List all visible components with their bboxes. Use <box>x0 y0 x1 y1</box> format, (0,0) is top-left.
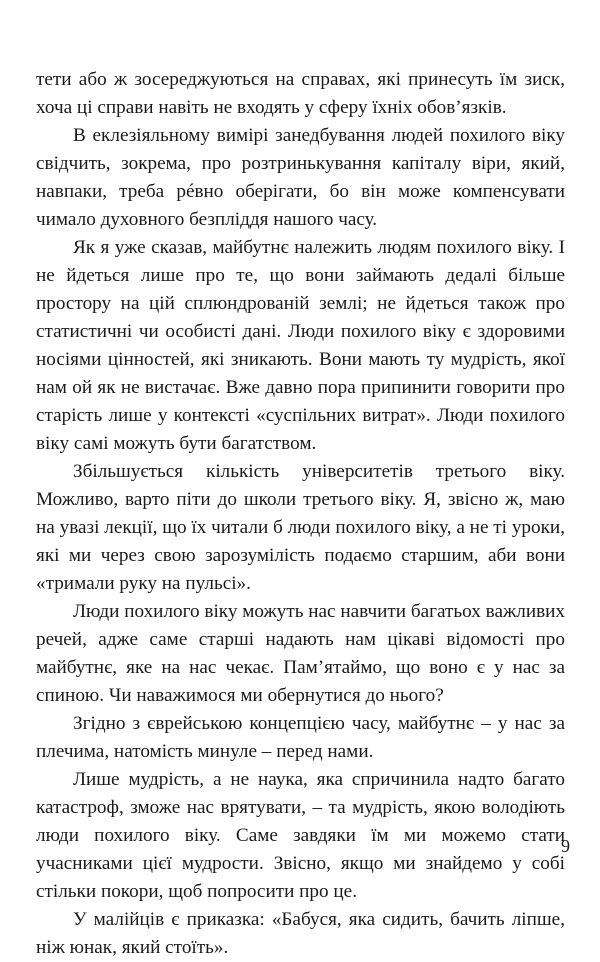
body-text <box>36 66 565 962</box>
paragraph-continued: тети або ж зосереджуються на справах, які принесуть їм зиск, хоча ці справи навіть не входять у сферу їхніх обов’язків. <box>36 69 565 118</box>
paragraph-jewish-time: Згідно з єврейською концепцією часу, майбутнє – у нас за плечима, натомість минуле – перед нами. <box>36 713 565 762</box>
paragraph-future-belongs: Як я уже сказав, майбутнє належить людям похилого віку. І не йдеться лише про те, що вони займають дедалі більше простору на цій сплюндрованій землі; не йдеться також про статистичні чи особисті дані. Люди похилого віку є здоровими носіями цінностей, які зникають. Вони мають ту мудрість, якої нам ой як не вистачає. Вже давно пора припинити говорити про старість лише у контексті «суспільних витрат». Люди похилого віку самі можуть бути багатством. <box>36 237 565 454</box>
paragraph-wisdom: Лише мудрість, а не наука, яка спричинила надто багато катастроф, зможе нас врятувати, – та мудрість, якою володіють люди похилого віку. Саме завдяки їм ми можемо стати учасниками цієї мудрости. Звісно, якщо ми знайдемо у собі стільки покори, щоб попросити про це. <box>36 769 565 902</box>
paragraph-teach-us: Люди похилого віку можуть нас навчити багатьох важливих речей, адже саме старші надають нам цікаві відомості про майбутнє, яке на нас чекає. Пам’ятаймо, що воно є у нас за спиною. Чи наважимося ми обернутися до нього? <box>36 601 566 706</box>
paragraph-ecclesial: В еклезіяльному вимірі занедбування людей похилого віку свідчить, зокрема, про розтринькування капіталу віри, який, навпаки, треба рéвно оберігати, бо він може компенсувати чимало духовного безпліддя нашого часу. <box>36 125 565 230</box>
page-number: 9 <box>561 836 570 856</box>
paragraph-proverb: У малійців є приказка: «Бабуся, яка сидить, бачить ліпше, ніж юнак, який стоїть». <box>36 909 565 958</box>
paragraph-universities: Збільшується кількість університетів третього віку. Можливо, варто піти до школи третього віку. Я, звісно ж, маю на увазі лекції, що їх читали б люди похилого віку, а не ті уроки, які ми через свою зарозумілість подаємо старшим, аби вони «тримали руку на пульсі». <box>36 461 565 594</box>
